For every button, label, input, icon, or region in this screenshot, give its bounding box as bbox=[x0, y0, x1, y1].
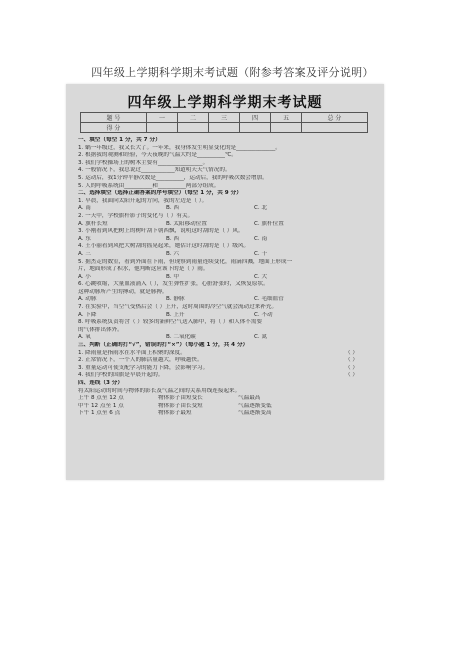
question-text: 2. 一天中，学校旗杆影子的变化与（ ）有关。 bbox=[78, 212, 194, 219]
question-text: 的气体排出体外。 bbox=[78, 326, 123, 333]
option-text: C. 北 bbox=[254, 205, 268, 212]
answer-options bbox=[78, 205, 374, 213]
question-text: 5. 运动后，我1分钟平静次数是__________，运动后，我的呼吸次数会增加。 bbox=[78, 174, 268, 181]
score-cell: 五 bbox=[270, 113, 301, 123]
question-text: 3. 小刚看到风把树上的树叶刮下朝西飘，说明这时刮的是（ ）风。 bbox=[78, 228, 244, 235]
option-text: C. 氮 bbox=[254, 334, 268, 341]
matching-item: 物体影子由短变长 bbox=[158, 395, 203, 402]
judgement-question bbox=[78, 365, 374, 373]
option-text: C. 南 bbox=[254, 235, 268, 242]
matching-row bbox=[78, 403, 374, 411]
answer-options bbox=[78, 251, 374, 259]
matching-row bbox=[78, 395, 374, 403]
question-text: 5. 人的呼吸系统由__________和__________两部分组成。 bbox=[78, 182, 220, 189]
option-text: A. 下降 bbox=[78, 311, 97, 318]
option-text: B. 上升 bbox=[166, 311, 185, 318]
matching-item: 中午 12 点至 1 点 bbox=[78, 402, 124, 409]
answer-blank: （ ） bbox=[345, 372, 358, 379]
option-text: A. 南 bbox=[78, 205, 91, 212]
section-heading: 一、填空（每空 1 分，共 7 分） bbox=[78, 137, 161, 143]
score-cell: 三 bbox=[208, 113, 239, 123]
judgement-question bbox=[78, 372, 374, 380]
score-table bbox=[80, 112, 368, 133]
option-text: C. 十 bbox=[254, 250, 268, 257]
question-text: 这种动脉所产生的搏动，就是脉搏。 bbox=[78, 288, 168, 295]
judgement-question bbox=[78, 350, 374, 358]
question-text: 2. 根据我的观测和经验，今天夜晚的气温大约是__________℃。 bbox=[78, 152, 237, 159]
option-text: A. 氧 bbox=[78, 334, 91, 341]
question-text: 4. 一般情况下，我总说过____________知道明天天气情况的。 bbox=[78, 167, 231, 174]
matching-item: 物体影子最短 bbox=[158, 410, 192, 417]
question-text: 2. 正常情况下，一个人的肺活量越大，呼吸越快。 bbox=[78, 357, 203, 364]
score-cell: 题 号 bbox=[81, 113, 147, 123]
question-text: 4. 我们学校的国旗是早晨升起的。 bbox=[78, 372, 164, 379]
section-heading: 三、判断（正确的打“√”，错误的打“×”）（每小题 1 分，共 4 分） bbox=[78, 342, 249, 349]
judgement-question bbox=[78, 357, 374, 365]
answer-blank: （ ） bbox=[345, 364, 358, 371]
option-text: C. 大 bbox=[254, 273, 268, 280]
option-text: A. 动脉 bbox=[78, 296, 97, 303]
question-text: 1. 蜗一年级过，我又长大了。一年来，我身体发生明显变化的是______________。 bbox=[78, 144, 281, 151]
option-text: C. 旗杆位置 bbox=[254, 220, 284, 227]
question-text: 1. 降雨量是指雨水在水平面上积聚的深度。 bbox=[78, 349, 186, 356]
answer-options bbox=[78, 296, 374, 304]
matching-item: 物体影子由长变短 bbox=[158, 402, 203, 409]
score-cell bbox=[270, 123, 301, 133]
matching-row bbox=[78, 410, 374, 418]
answer-options bbox=[78, 221, 374, 229]
score-cell: 得 分 bbox=[81, 123, 147, 133]
matching-item: 下午 1 点至 6 点 bbox=[78, 410, 121, 417]
exam-paper-image bbox=[66, 84, 384, 480]
score-table-header-row bbox=[81, 113, 368, 123]
score-cell: 二 bbox=[177, 113, 208, 123]
option-text: A. 东 bbox=[78, 235, 91, 242]
matching-item: 气温逐渐变低 bbox=[238, 402, 272, 409]
option-text: B. 二氧化碳 bbox=[166, 334, 196, 341]
question-text: 8. 呼吸系统负责将含（ ）较多的新鲜空气送入肺中，将（ ）和人体不需要 bbox=[78, 319, 263, 326]
question-text: 6. 心跳收缩，大量血液涌入（ ），发生弹性扩张，心脏舒张时，又恢复原状。 bbox=[78, 281, 269, 288]
answer-options bbox=[78, 334, 374, 342]
option-text: B. 静脉 bbox=[166, 296, 185, 303]
score-cell bbox=[239, 123, 270, 133]
answer-options bbox=[78, 274, 374, 282]
answer-options bbox=[78, 236, 374, 244]
option-text: C. 毛细血管 bbox=[254, 296, 284, 303]
matching-item: 气温最高 bbox=[238, 395, 261, 402]
question-text: 5. 据杰走的数室，看到外面在下雨，但现察到雨量连续变化，雨滴四溅，地面上形成一 bbox=[78, 258, 293, 265]
score-cell: 一 bbox=[146, 113, 177, 123]
option-text: A. 三 bbox=[78, 250, 91, 257]
matching-item: 上午 8 点至 12 点 bbox=[78, 395, 124, 402]
score-cell bbox=[208, 123, 239, 133]
score-cell: 四 bbox=[239, 113, 270, 123]
option-text: B. 六 bbox=[166, 250, 179, 257]
score-cell bbox=[146, 123, 177, 133]
question-text: 3. 我们学校操场上的树木主要有________________。 bbox=[78, 159, 209, 166]
exam-title: 四年级上学期科学期末考试题 bbox=[127, 95, 323, 111]
question-text: 1. 早晨，我面向太阳升起的方向，我的左边是（ ）。 bbox=[78, 197, 208, 204]
matching-item: 气温逐渐变高 bbox=[238, 410, 272, 417]
option-text: A. 旗杆长短 bbox=[78, 220, 108, 227]
question-text: 片，地面形成了积水，他判断这应该下的是（ ）雨。 bbox=[78, 266, 209, 273]
score-cell bbox=[301, 123, 367, 133]
question-text: 7. 在实验中，当空气受热后会（ ）上升，这时周围的冷空气就会流动过来补充。 bbox=[78, 304, 278, 311]
exam-content bbox=[78, 137, 374, 418]
score-cell bbox=[177, 123, 208, 133]
question-text: 4. 王小丽看到风把大树刮的摇晃起来，她估计这时刮的是（ ）级风。 bbox=[78, 243, 250, 250]
option-text: C. 不动 bbox=[254, 311, 273, 318]
score-cell: 总 分 bbox=[301, 113, 367, 123]
page-title: 四年级上学期科学期末考试题（附参考答案及评分说明） bbox=[91, 66, 374, 79]
section-heading: 四、连线（3 分） bbox=[78, 380, 123, 386]
option-text: B. 西 bbox=[166, 205, 179, 212]
score-table-score-row bbox=[81, 123, 368, 133]
question-text: 3. 重量运动可使支配学习的能力下降，会影响学习。 bbox=[78, 364, 209, 371]
option-text: B. 中 bbox=[166, 273, 179, 280]
answer-options bbox=[78, 312, 374, 320]
question-text: 将太阳运动的时间与物体的影长及气温之间的关系用线连接起来。 bbox=[78, 387, 241, 394]
option-text: B. 西 bbox=[166, 235, 179, 242]
answer-blank: （ ） bbox=[345, 357, 358, 364]
option-text: B. 太阳移动位置 bbox=[166, 220, 207, 227]
option-text: A. 小 bbox=[78, 273, 91, 280]
section-heading: 二、选择填空（选择正确答案的序号填空）（每空 1 分，共 9 分） bbox=[78, 190, 242, 197]
answer-blank: （ ） bbox=[345, 349, 358, 356]
